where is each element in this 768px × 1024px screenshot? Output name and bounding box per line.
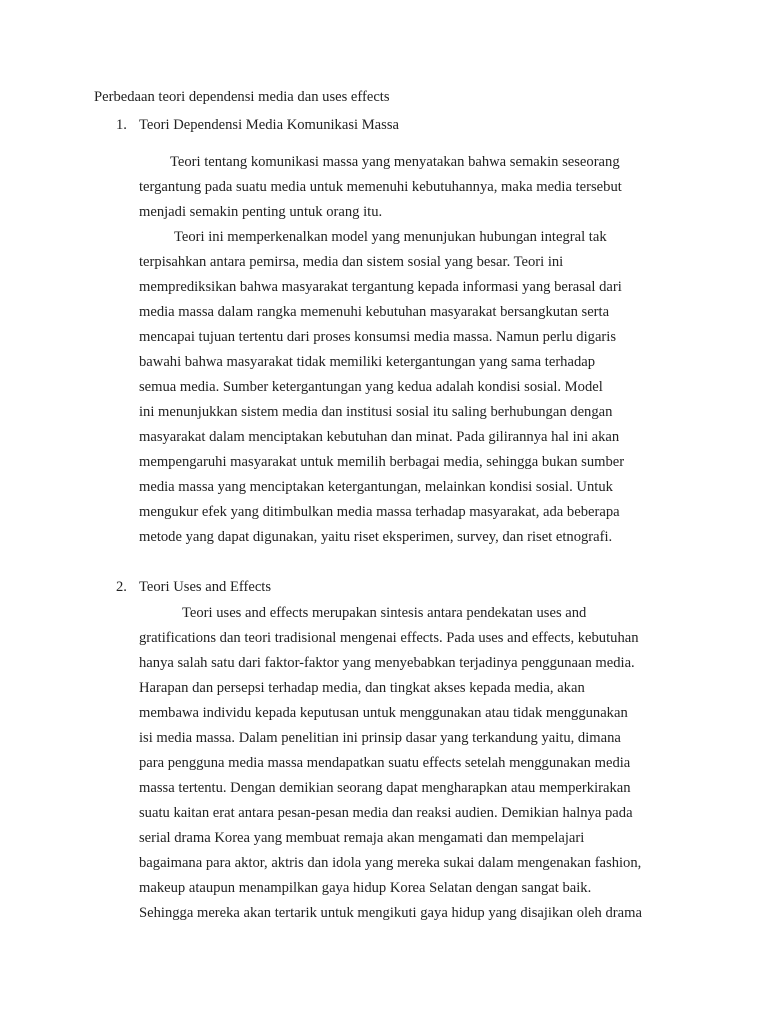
paragraph-line: media massa dalam rangka memenuhi kebutuhan masyarakat bersangkutan serta xyxy=(139,304,610,320)
paragraph-line: memprediksikan bahwa masyarakat tergantung kepada informasi yang berasal dari xyxy=(139,279,622,295)
section-2-number: 2. xyxy=(116,579,127,595)
paragraph-line: Teori tentang komunikasi massa yang menyatakan bahwa semakin seseorang xyxy=(170,154,620,170)
paragraph-line: tergantung pada suatu media untuk memenuhi kebutuhannya, maka media tersebut xyxy=(139,179,622,195)
paragraph-line: membawa individu kepada keputusan untuk menggunakan atau tidak menggunakan xyxy=(139,705,628,721)
paragraph-line: para pengguna media massa mendapatkan suatu effects setelah menggunakan media xyxy=(139,755,631,771)
paragraph-line: Harapan dan persepsi terhadap media, dan tingkat akses kepada media, akan xyxy=(139,680,585,696)
section-1-number: 1. xyxy=(116,117,127,133)
paragraph-line: hanya salah satu dari faktor-faktor yang menyebabkan terjadinya penggunaan media. xyxy=(139,655,635,671)
paragraph-line: bagaimana para aktor, aktris dan idola yang mereka sukai dalam mengenakan fashion, xyxy=(139,855,642,871)
paragraph-line: masyarakat dalam menciptakan kebutuhan dan minat. Pada gilirannya hal ini akan xyxy=(139,429,620,445)
section-2-heading: Teori Uses and Effects xyxy=(139,579,272,595)
paragraph-line: metode yang dapat digunakan, yaitu riset eksperimen, survey, dan riset etnografi. xyxy=(139,529,613,545)
paragraph-line: mempengaruhi masyarakat untuk memilih berbagai media, sehingga bukan sumber xyxy=(139,454,625,470)
paragraph-line: makeup ataupun menampilkan gaya hidup Korea Selatan dengan sangat baik. xyxy=(139,880,592,896)
paragraph-line: semua media. Sumber ketergantungan yang kedua adalah kondisi sosial. Model xyxy=(139,379,603,395)
paragraph-line: terpisahkan antara pemirsa, media dan sistem sosial yang besar. Teori ini xyxy=(139,254,564,270)
paragraph-line: mencapai tujuan tertentu dari proses konsumsi media massa. Namun perlu digaris xyxy=(139,329,617,345)
paragraph-line: massa tertentu. Dengan demikian seorang dapat mengharapkan atau memperkirakan xyxy=(139,780,631,796)
document-title: Perbedaan teori dependensi media dan uses effects xyxy=(94,89,390,105)
paragraph-line: Teori uses and effects merupakan sintesis antara pendekatan uses and xyxy=(182,605,587,621)
section-1-heading: Teori Dependensi Media Komunikasi Massa xyxy=(139,117,399,133)
paragraph-line: Sehingga mereka akan tertarik untuk mengikuti gaya hidup yang disajikan oleh drama xyxy=(139,905,642,921)
paragraph-line: Teori ini memperkenalkan model yang menunjukan hubungan integral tak xyxy=(174,229,607,245)
paragraph-line: gratifications dan teori tradisional mengenai effects. Pada uses and effects, kebutuhan xyxy=(139,630,639,646)
paragraph-line: isi media massa. Dalam penelitian ini prinsip dasar yang terkandung yaitu, dimana xyxy=(139,730,621,746)
paragraph-line: mengukur efek yang ditimbulkan media massa terhadap masyarakat, ada beberapa xyxy=(139,504,620,520)
paragraph-line: suatu kaitan erat antara pesan-pesan media dan reaksi audien. Demikian halnya pada xyxy=(139,805,633,821)
paragraph-line: serial drama Korea yang membuat remaja akan mengamati dan mempelajari xyxy=(139,830,585,846)
paragraph-line: bawahi bahwa masyarakat tidak memiliki ketergantungan yang sama terhadap xyxy=(139,354,596,370)
paragraph-line: media massa yang menciptakan ketergantungan, melainkan kondisi sosial. Untuk xyxy=(139,479,613,495)
paragraph-line: menjadi semakin penting untuk orang itu. xyxy=(139,204,383,220)
paragraph-line: ini menunjukkan sistem media dan institusi sosial itu saling berhubungan dengan xyxy=(139,404,613,420)
